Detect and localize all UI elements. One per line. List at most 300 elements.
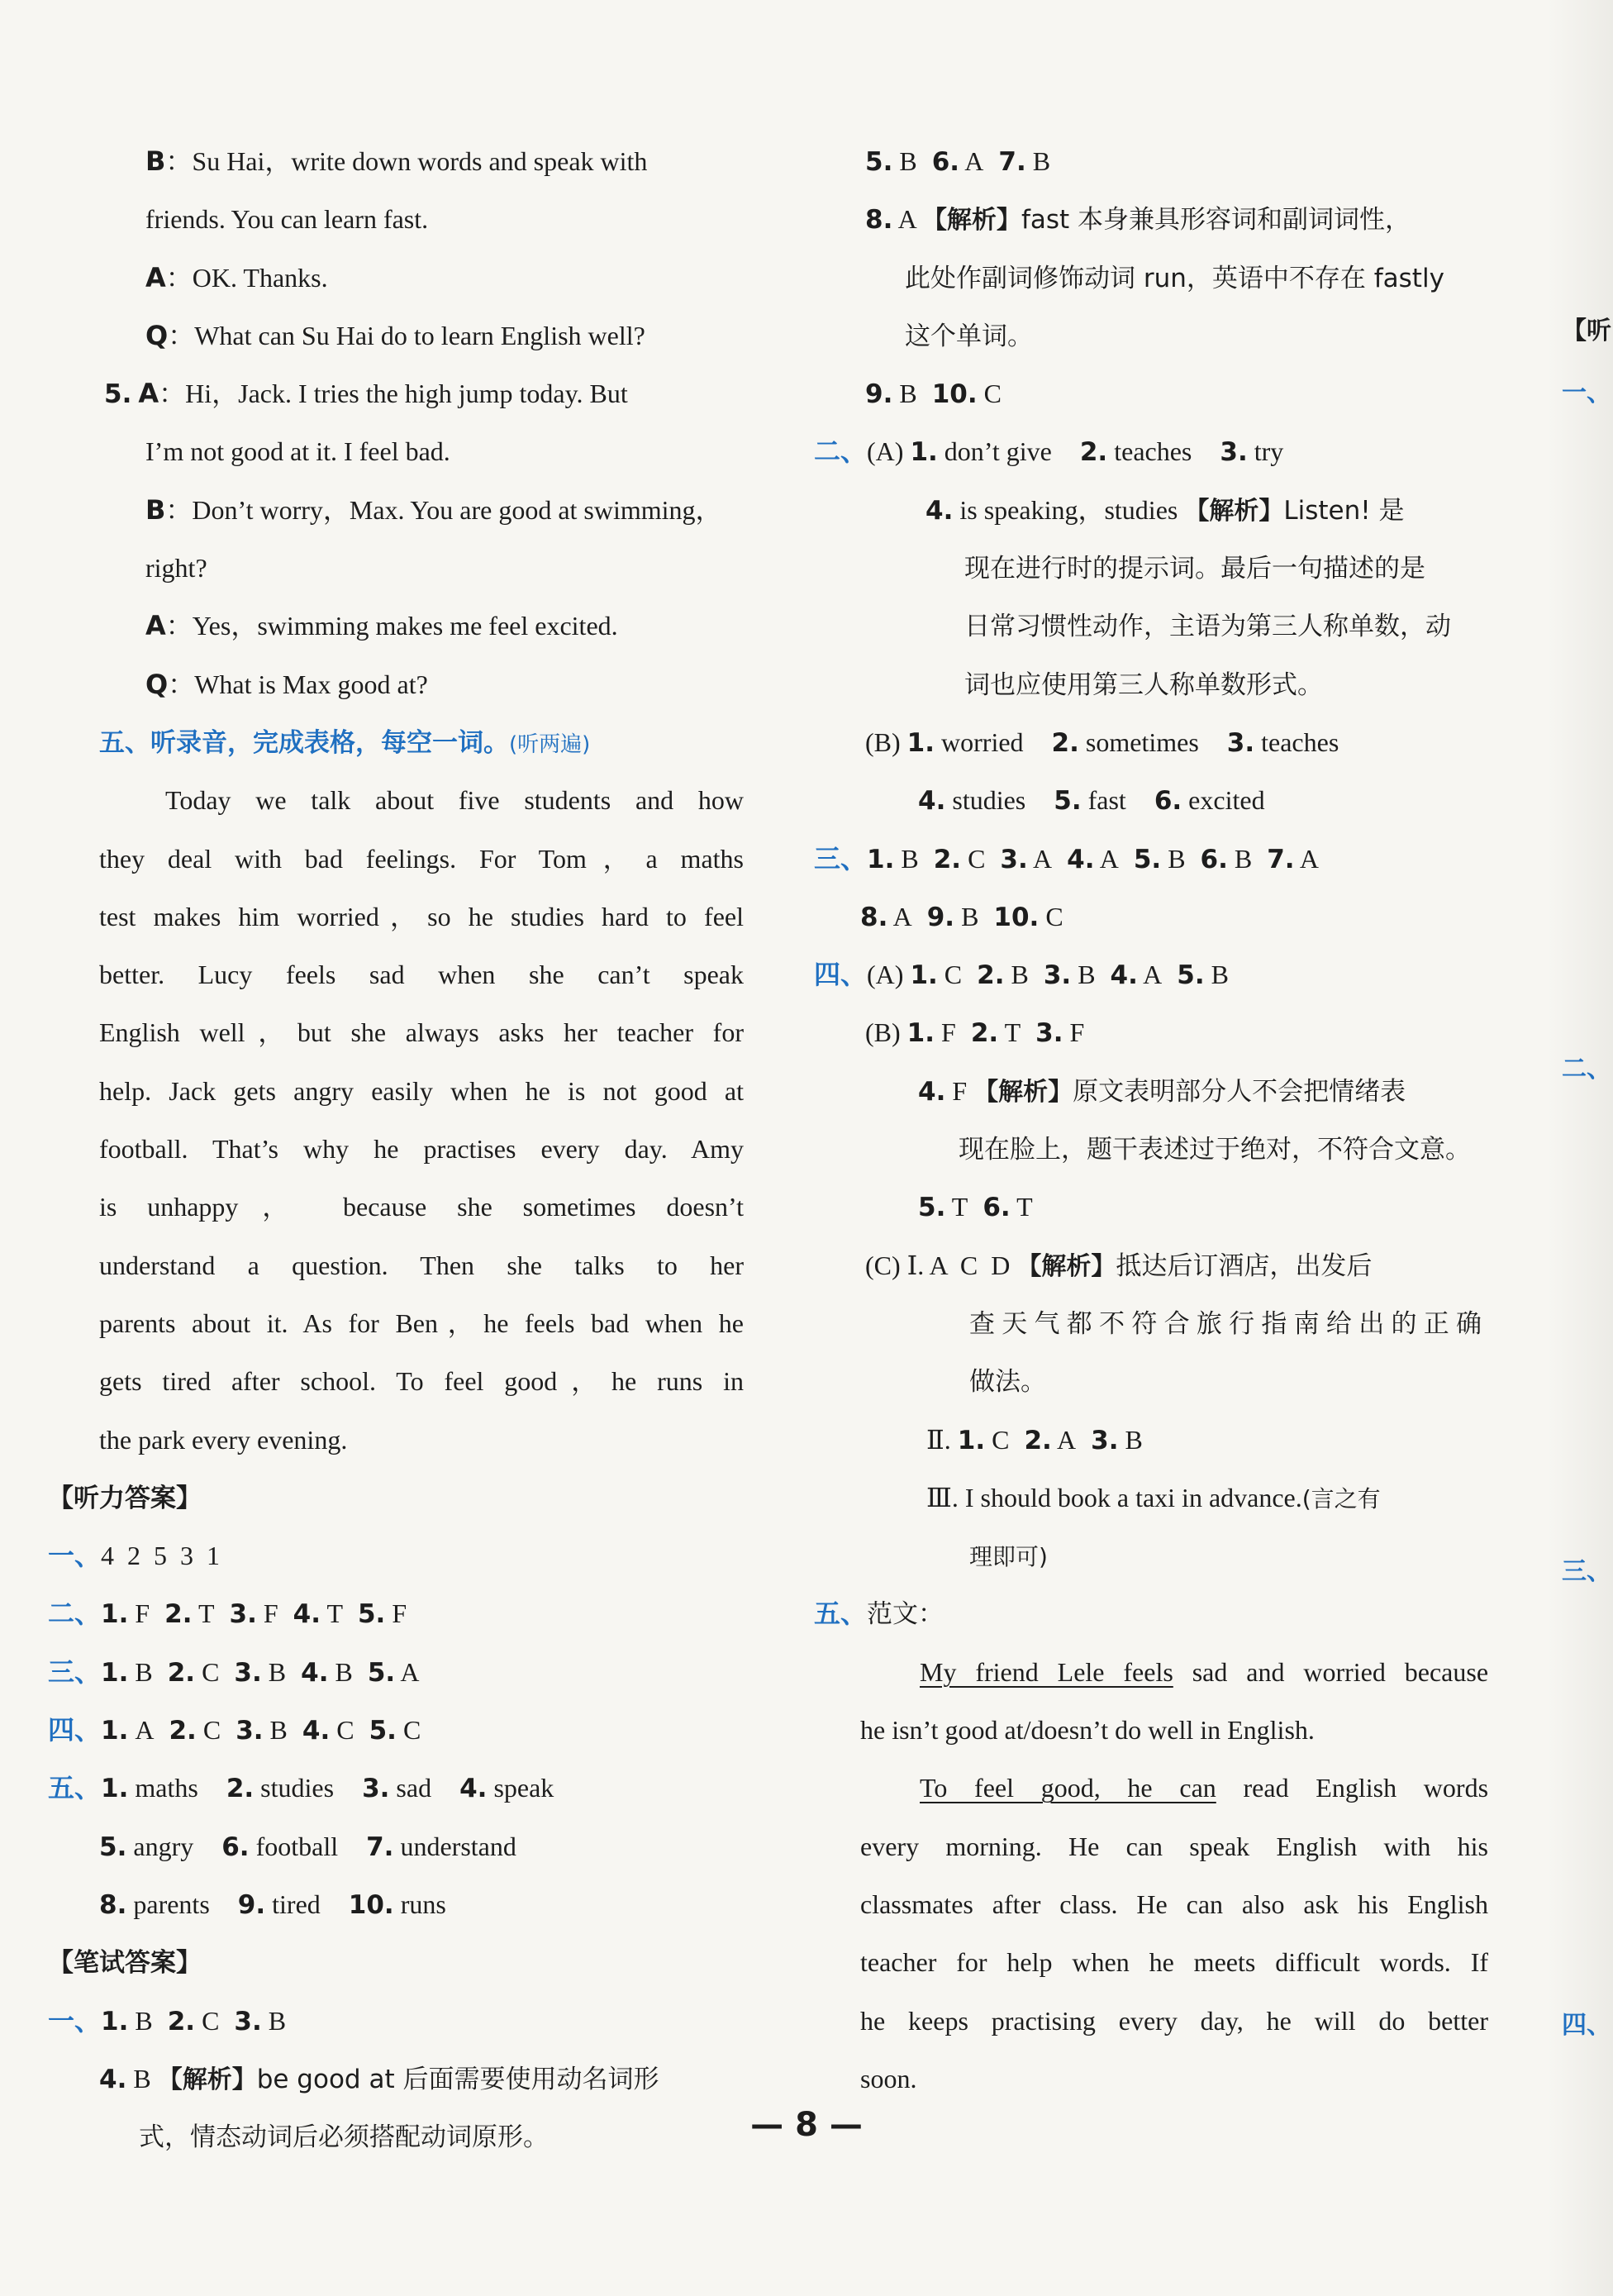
item-number: 5. [104,379,132,410]
analysis-text: 现在进行时的提示词。最后一句描述的是 [964,554,1425,584]
answer-list [101,2006,286,2036]
dialog-text: ：Yes，swimming makes me feel excited. [165,611,618,641]
analysis-line [814,597,1500,655]
answer-value: T [321,1598,343,1629]
analysis-tag: 【解析】 [1184,496,1284,526]
analysis-text: 式，情态动词后必须搭配动词原形。 [139,2122,549,2153]
row-label: 二、 [814,436,868,468]
item-number: 3. [1043,960,1072,991]
answer-value: B [1071,960,1096,990]
essay-underlined: To feel good, he can [920,1773,1216,1803]
item-number: 5. [1177,960,1205,991]
answer-value: T [998,1017,1021,1048]
item-number: 5. [369,1716,397,1746]
row-label: 一、 [48,1540,102,1572]
answer-value: studies [254,1773,335,1803]
speaker-label: Q [145,319,169,351]
item-number: 2. [1051,727,1079,758]
answer-value: B [894,843,919,874]
answer-list [865,379,1002,408]
answer-value: worried [935,726,1024,757]
answers-title-text: 【听力答案】 [48,1483,202,1513]
answer-value: angry [126,1831,194,1861]
answer-list [918,1192,1033,1222]
answer-list [907,727,1339,757]
answer-value: F [952,1075,968,1106]
answer-row [48,1701,744,1759]
answer-row [99,1817,744,1875]
item-number: 1. [906,1018,935,1049]
essay-line [860,1643,1488,1701]
item-number: 6. [1200,844,1228,874]
item-number: 1. [101,1774,129,1804]
answer-row [48,1759,744,1817]
item-number: 1. [910,960,938,991]
answer-value: parents [126,1889,210,1919]
answer-row [814,771,1500,829]
sub-label: (A) [867,960,904,990]
answer-row [814,422,1500,480]
item-number: 8. [860,902,888,932]
answer-value: C [985,1424,1010,1455]
answer-row [814,1584,1500,1642]
item-number: 3. [234,1657,262,1688]
dialog-text: ：Don’t worry，Max. You are good at swimming， [165,494,722,525]
analysis-line [814,1352,1500,1410]
page-number: — 8 — [750,2106,863,2144]
item-number: 2. [226,1774,255,1804]
item-number: 5. [367,1657,396,1688]
answer-value: B [1204,960,1229,990]
item-number: 5. [865,147,893,177]
answer-list [918,785,1265,815]
item-number: 5. [918,1193,946,1223]
essay-line: every morning. He can speak English with his [860,1831,1488,1861]
answer-value: maths [128,1773,198,1803]
answer-row [814,946,1500,1003]
answer-value: A [1294,843,1319,874]
answer-row [814,1062,1500,1120]
answer-value: B [1227,843,1253,874]
answer-value: understand [393,1831,516,1861]
essay-line: he isn’t good at/doesn’t do well in English. [860,1715,1315,1746]
answer-value: sometimes [1078,726,1199,757]
answer-list [101,1773,554,1803]
answer-value: try [1247,436,1284,467]
answer-list [910,436,1283,466]
answer-row [814,364,1500,422]
answer-row [814,132,1500,190]
item-number: 9. [237,1889,266,1920]
dialog-text: I’m not good at it. I feel bad. [145,436,450,467]
item-number: 7. [366,1832,394,1862]
item-number: 1. [906,727,935,758]
dialog-text: ：Hi，Jack. I tries the high jump today. But [159,379,628,409]
item-number: 4. [925,495,954,526]
item-number: 5. [357,1599,386,1630]
item-number: 4. [459,1774,488,1804]
essay-line [860,1759,1488,1817]
answers-title-text: 【笔试答案】 [48,1948,202,1979]
item-number: 3. [1091,1425,1119,1455]
edge-text: 三、 [1562,1557,1611,1586]
answer-value: T [1010,1192,1033,1222]
answer-value: A [887,901,912,931]
section-heading [99,713,744,771]
analysis-line [814,249,1500,307]
essay-line: teacher for help when he meets difficult words. If [860,1947,1488,1978]
row-label: 一、 [48,2004,102,2036]
answer-value: A [897,204,916,235]
analysis-text: 此处作副词修饰动词 run，英语中不存在 fastly [905,263,1444,293]
passage-line: help. Jack gets angry easily when he is not good at [99,1075,744,1106]
item-number: 2. [933,844,962,874]
item-number: 2. [1079,437,1108,468]
written-answers-title [48,1933,744,1991]
listening-passage [99,771,744,1469]
essay-text: read English words [1243,1773,1488,1803]
item-number: 1. [910,437,938,468]
analysis-tag: 【解析】 [157,2065,257,2094]
speaker-label: A [145,610,166,642]
item-number: 10. [993,902,1040,932]
analysis-line [814,1294,1500,1352]
item-number: 7. [1267,844,1295,874]
dialog-text: friends. You can learn fast. [145,204,429,235]
answer-value: A [1027,843,1053,874]
answer-list [867,844,1319,874]
item-number: 3. [362,1774,390,1804]
analysis-line [814,307,1500,364]
answer-value: B [1004,960,1029,990]
answer-value: C [396,1715,421,1746]
answer-value: T [192,1598,215,1629]
answer-value: C [195,1656,220,1687]
dialog-line [99,597,744,655]
item-number: 4. [302,1716,331,1746]
speaker-label: Q [145,668,169,700]
row-label: 四、 [814,959,868,991]
answer-value: C [977,379,1002,409]
item-number: 6. [931,147,960,177]
analysis-text: be good at 后面需要使用动名词形 [256,2064,659,2094]
item-number: 4. [1067,844,1095,874]
answer-value: A [1094,843,1119,874]
item-number: 1. [957,1425,986,1455]
row-label: 二、 [48,1598,102,1630]
dialog-text: ：Su Hai，write down words and speak with [165,146,648,176]
passage-line: the park every evening. [99,1424,348,1455]
answer-value: I should book a taxi in advance. [964,1482,1302,1512]
answer-value: F [256,1598,278,1629]
row-label: 五、 [814,1598,868,1630]
analysis-text: 做法。 [969,1367,1046,1398]
item-number: 6. [983,1193,1011,1223]
left-column [48,132,744,2165]
answer-value: A [1051,1424,1077,1455]
answer-list [860,902,1063,931]
item-number: 2. [977,960,1005,991]
analysis-text: fast 本身兼具形容词和副词词性， [1021,205,1411,236]
sub-label: (A) [867,436,904,467]
passage-line: test makes him worried，so he studies hard to feel [99,901,744,931]
answer-row [814,481,1500,539]
answer-note: 理即可) [969,1543,1048,1571]
analysis-text: 查天气都不符合旅行指南给出的正确 [969,1308,1482,1339]
analysis-tag: 【解析】 [1016,1251,1116,1281]
answer-value: T [945,1192,968,1222]
answer-list [910,960,1229,989]
edge-text: 一、 [1562,379,1611,407]
item-number: 1. [867,844,895,874]
answer-value: F [128,1598,150,1629]
dialog-text: ：OK. Thanks. [165,262,328,293]
passage-line: English well，but she always asks her teacher for [99,1017,744,1048]
answer-text: 4 2 5 3 1 [101,1541,221,1571]
passage-line: gets tired after school. To feel good，he runs in [99,1366,744,1397]
essay-text: sad and worried because [1192,1656,1488,1687]
analysis-line [814,539,1500,597]
page-number-value: 8 [795,2106,818,2144]
analysis-text: 原文表明部分人不会把情绪表 [1073,1076,1406,1107]
passage-line: Today we talk about five students and how [165,785,744,816]
answer-row [814,1527,1500,1584]
analysis-tag: 【解析】 [921,206,1021,236]
answer-value: B [128,2005,153,2036]
answer-row [814,1178,1500,1236]
analysis-text: Listen! 是 [1283,495,1405,526]
item-number: 3. [1226,727,1255,758]
right-column [814,132,1500,2108]
answer-value: A [1137,960,1163,990]
row-label: 四、 [48,1714,102,1746]
item-number: 1. [101,2006,129,2036]
essay-line: soon. [860,2063,917,2094]
answer-value: C [1039,901,1063,931]
answer-value: sad [389,1773,432,1803]
item-number: 7. [998,147,1026,177]
answer-value: studies [945,785,1026,816]
answer-value: is speaking，studies [959,494,1178,525]
item-number: 1. [101,1599,129,1630]
item-number: 3. [1220,437,1248,468]
answer-row [48,1584,744,1642]
item-number: 9. [865,379,893,410]
item-number: 2. [164,1599,193,1630]
item-number: 5. [1133,844,1162,874]
answer-value: excited [1182,785,1265,816]
passage-line: they deal with bad feelings. For Tom，a maths [99,843,744,874]
answer-row [48,1643,744,1701]
dialog-line [99,307,744,364]
item-number: 9. [926,902,955,932]
analysis-text: 词也应使用第三人称单数形式。 [964,669,1323,700]
answer-row [814,1411,1500,1469]
dialog-line [99,132,744,190]
essay-underlined: My friend Lele feels [920,1656,1173,1687]
roman-label: Ⅲ. [926,1482,959,1512]
answer-value: don’t give [937,436,1052,467]
speaker-label: B [145,493,166,526]
answer-value: B [1161,843,1186,874]
item-number: 4. [99,2064,127,2094]
item-number: 10. [931,379,978,410]
dialog-text: right? [145,553,207,584]
answer-value: B [892,146,917,176]
answer-list [101,1715,421,1745]
answer-value: C [196,1715,221,1746]
dialog-line [99,422,744,480]
speaker-label: B [145,145,166,177]
answer-list [99,1889,446,1919]
item-number: 4. [918,1076,946,1107]
edge-text: 二、 [1562,1055,1611,1084]
answer-value: B [128,1656,153,1687]
item-number: 4. [918,786,946,817]
section-note: (听两遍) [509,731,591,757]
edge-text: 四、 [1562,2011,1611,2040]
item-number: 1. [101,1657,129,1688]
analysis-text: 现在脸上，题干表述过于绝对，不符合文意。 [959,1135,1471,1165]
answer-row [814,830,1500,888]
item-number: 4. [301,1657,329,1688]
answer-value: F [385,1598,407,1629]
answer-list [865,146,1050,176]
answer-value: tired [265,1889,321,1919]
analysis-line [814,1120,1500,1178]
item-number: 3. [1035,1018,1063,1049]
answer-value: B [328,1656,353,1687]
dialog-line [99,364,744,422]
passage-line: understand a question. Then she talks to her [99,1250,744,1280]
answer-value: B [263,1715,288,1746]
item-number: 3. [236,1716,264,1746]
item-number: 10. [348,1889,394,1920]
answer-value: C [937,960,963,990]
model-essay-title: 范文： [867,1599,944,1630]
dialog-line [99,249,744,307]
item-number: 8. [865,205,893,236]
answer-value: C [961,843,986,874]
answer-value: teaches [1107,436,1192,467]
passage-line: better. Lucy feels sad when she can’t speak [99,960,744,990]
answer-value: speak [487,1773,554,1803]
answer-value: teaches [1254,726,1339,757]
answer-row [99,1875,744,1933]
answer-list [907,1017,1085,1047]
passage-line: football. That’s why he practises every day. Amy [99,1134,744,1165]
answer-value: A [128,1715,155,1746]
passage-line: is unhappy， because she sometimes doesn’t [99,1192,744,1222]
analysis-text: 抵达后订酒店，出发后 [1116,1250,1373,1281]
model-essay [814,1643,1488,2108]
item-number: 2. [167,2006,196,2036]
row-label: 三、 [814,842,868,874]
dialog-text: ：What can Su Hai do to learn English well? [168,320,645,350]
answer-value: B [1118,1424,1143,1455]
speaker-label: A [138,378,159,410]
item-number: 2. [169,1716,197,1746]
answer-row [814,1236,1500,1294]
answer-value: runs [393,1889,446,1919]
item-number: 8. [99,1889,127,1920]
sub-label: (B) [865,1017,901,1048]
dialog-line [99,655,744,713]
answer-list [99,1832,516,1861]
roman-label: Ⅰ. [906,1250,925,1280]
analysis-text: 日常习惯性动作，主语为第三人称单数，动 [964,612,1451,642]
item-number: 2. [1024,1425,1052,1455]
answer-value: F [1063,1017,1085,1048]
analysis-line [814,655,1500,713]
answer-list [101,1657,420,1687]
item-number: 3. [234,2006,262,2036]
answer-note: (言之有 [1301,1484,1381,1512]
answer-value: B [892,379,917,409]
answer-value: C [195,2005,220,2036]
item-number: 6. [221,1832,250,1862]
answer-value: B [261,2005,287,2036]
item-number: 5. [1054,786,1082,817]
answer-value: B [261,1656,287,1687]
item-number: 2. [167,1657,196,1688]
answer-value: B [1025,146,1051,176]
item-number: 6. [1154,786,1182,817]
answer-value: A [395,1656,420,1687]
answer-value: A [959,146,984,176]
section-title: 五、听录音，完成表格，每空一词。 [99,727,509,758]
item-number: 2. [970,1018,999,1049]
answer-value: A C D [929,1250,1011,1280]
item-number: 4. [293,1599,321,1630]
answer-value: F [935,1017,956,1048]
answer-value: B [133,2063,151,2094]
speaker-label: A [145,261,166,293]
answer-value: C [330,1715,354,1746]
answer-row [814,1469,1500,1527]
answer-list [958,1425,1143,1455]
answer-value: B [954,901,979,931]
dialog-line [99,539,744,597]
row-label: 三、 [48,1655,102,1688]
passage-line: parents about it. As for Ben，he feels bad when he [99,1308,744,1338]
roman-label: Ⅱ. [926,1424,951,1455]
item-number: 3. [229,1599,257,1630]
answer-row [99,2050,744,2108]
answer-value: fast [1081,785,1126,816]
sub-label: (B) [865,726,901,757]
answer-value: football [249,1831,339,1861]
essay-line: he keeps practising every day, he will do better [860,2005,1488,2036]
item-number: 5. [99,1832,127,1862]
edge-text: 【听 [1562,317,1611,345]
analysis-tag: 【解析】 [973,1077,1073,1107]
answer-row [48,1992,744,2050]
answer-list [101,1598,407,1628]
answer-row [814,713,1500,771]
next-page-edge [1547,0,1613,2296]
dialog-text: ：What is Max good at? [168,669,428,699]
item-number: 3. [1000,844,1028,874]
dialog-line [99,190,744,248]
essay-line: classmates after class. He can also ask his English [860,1889,1488,1919]
answer-row [814,888,1500,946]
dialog-line [99,481,744,539]
sub-label: (C) [865,1250,901,1280]
listening-answers-title [48,1469,744,1527]
item-number: 4. [1110,960,1138,991]
answer-row [814,1003,1500,1061]
